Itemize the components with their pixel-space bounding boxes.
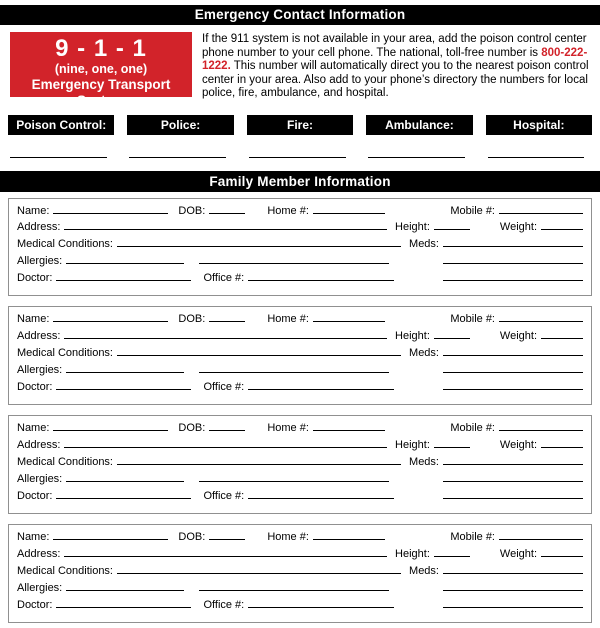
dob-fill-line (209, 213, 245, 214)
weight-fill-line (541, 229, 583, 230)
dob-label: DOB: (178, 422, 206, 435)
doctor-label: Doctor: (17, 489, 53, 502)
mobile-phone-label: Mobile #: (450, 422, 495, 435)
weight-label: Weight: (499, 221, 537, 234)
allergies-label: Allergies: (17, 363, 63, 376)
poison-control-fill-line (10, 157, 107, 158)
weight-label: Weight: (499, 330, 537, 343)
911-emergency-box (10, 32, 192, 108)
meds-fill-line (443, 464, 583, 465)
meds-fill-line (443, 355, 583, 356)
911-words: (nine, one, one) (54, 62, 148, 76)
name-fill-line (53, 539, 168, 540)
form-row-doctor-office (17, 599, 583, 616)
doctor-label: Doctor: (17, 598, 53, 611)
home-phone-fill-line (313, 213, 385, 214)
allergies-label: Allergies: (17, 581, 63, 594)
medical-conditions-fill-line (117, 355, 401, 356)
medical-conditions-fill-line (117, 246, 401, 247)
meds-label: Meds: (409, 238, 439, 251)
height-fill-line (434, 447, 470, 448)
fire-fill-line (249, 157, 346, 158)
home-phone-label: Home #: (267, 313, 309, 326)
allergies-fill-line (66, 263, 184, 264)
home-phone-fill-line (313, 430, 385, 431)
meds-extra-fill-line (443, 389, 583, 390)
form-row-allergies (17, 582, 583, 599)
meds-extra-fill-line (443, 607, 583, 608)
medical-conditions-fill-line (117, 573, 401, 574)
weight-fill-line (541, 447, 583, 448)
form-row-medical-meds (17, 565, 583, 582)
meds-extra-fill-line (443, 263, 583, 264)
contact-label-police: Police: (127, 115, 233, 135)
allergies-label: Allergies: (17, 472, 63, 485)
home-phone-label: Home #: (267, 531, 309, 544)
doctor-fill-line (56, 280, 191, 281)
intro-text-before: If the 911 system is not available in your area, add the poison control center phone number to your cell phone. The national, toll-free number is (202, 33, 587, 59)
mobile-phone-fill-line (499, 321, 583, 322)
intro-section (10, 32, 591, 108)
form-row-address-height-weight (17, 439, 583, 456)
address-label: Address: (17, 439, 61, 452)
meds-extra-fill-line (443, 590, 583, 591)
mobile-phone-fill-line (499, 213, 583, 214)
form-row-doctor-office (17, 381, 583, 398)
poison-control-phone: 800-222-1222. (202, 46, 588, 72)
meds-label: Meds: (409, 456, 439, 469)
form-row-medical-meds (17, 456, 583, 473)
weight-label: Weight: (499, 439, 537, 452)
height-label: Height: (395, 548, 430, 561)
name-label: Name: (17, 422, 50, 435)
dob-label: DOB: (178, 313, 206, 326)
name-fill-line (53, 213, 168, 214)
family-member-block (8, 415, 592, 514)
allergies-extra-fill-line (199, 372, 389, 373)
home-phone-fill-line (313, 321, 385, 322)
form-row-name-dob-phones (17, 205, 583, 222)
meds-label: Meds: (409, 565, 439, 578)
address-label: Address: (17, 221, 61, 234)
meds-extra-fill-line (443, 498, 583, 499)
height-label: Height: (395, 221, 430, 234)
office-phone-label: Office #: (203, 271, 245, 284)
height-fill-line (434, 229, 470, 230)
mobile-phone-label: Mobile #: (450, 204, 495, 217)
form-row-name-dob-phones (17, 531, 583, 548)
doctor-fill-line (56, 498, 191, 499)
meds-extra-fill-line (443, 372, 583, 373)
name-label: Name: (17, 313, 50, 326)
allergies-extra-fill-line (199, 481, 389, 482)
intro-text-after: This number will automatically direct you to the nearest poison control center in your area. Also add to your phone’s directory the numbers for local police, fire, ambulance, and hospital. (202, 60, 589, 99)
medical-conditions-label: Medical Conditions: (17, 565, 113, 578)
meds-extra-fill-line (443, 481, 583, 482)
name-fill-line (53, 430, 168, 431)
mobile-phone-label: Mobile #: (450, 313, 495, 326)
height-label: Height: (395, 439, 430, 452)
allergies-fill-line (66, 590, 184, 591)
dob-fill-line (209, 321, 245, 322)
address-fill-line (64, 556, 387, 557)
weight-label: Weight: (499, 548, 537, 561)
weight-fill-line (541, 338, 583, 339)
address-fill-line (64, 447, 387, 448)
form-row-name-dob-phones (17, 422, 583, 439)
family-member-header: Family Member Information (0, 171, 600, 192)
intro-paragraph (202, 32, 591, 101)
address-label: Address: (17, 330, 61, 343)
mobile-phone-label: Mobile #: (450, 531, 495, 544)
office-phone-fill-line (248, 498, 394, 499)
contact-fill-line-row (8, 157, 592, 159)
contact-label-hospital: Hospital: (486, 115, 592, 135)
dob-label: DOB: (178, 204, 206, 217)
allergies-extra-fill-line (199, 590, 389, 591)
office-phone-label: Office #: (203, 489, 245, 502)
form-row-doctor-office (17, 272, 583, 289)
family-member-block (8, 198, 592, 297)
home-phone-label: Home #: (267, 422, 309, 435)
meds-fill-line (443, 573, 583, 574)
meds-label: Meds: (409, 347, 439, 360)
form-row-medical-meds (17, 238, 583, 255)
meds-extra-fill-line (443, 280, 583, 281)
allergies-fill-line (66, 372, 184, 373)
address-label: Address: (17, 548, 61, 561)
medical-conditions-label: Medical Conditions: (17, 456, 113, 469)
dob-fill-line (209, 539, 245, 540)
address-fill-line (64, 229, 387, 230)
contact-label-poison-control: Poison Control: (8, 115, 114, 135)
dob-label: DOB: (178, 531, 206, 544)
doctor-label: Doctor: (17, 271, 53, 284)
height-fill-line (434, 338, 470, 339)
form-row-name-dob-phones (17, 313, 583, 330)
mobile-phone-fill-line (499, 539, 583, 540)
allergies-fill-line (66, 481, 184, 482)
dob-fill-line (209, 430, 245, 431)
medical-conditions-label: Medical Conditions: (17, 238, 113, 251)
doctor-fill-line (56, 389, 191, 390)
home-phone-fill-line (313, 539, 385, 540)
ambulance-fill-line (368, 157, 465, 158)
name-label: Name: (17, 531, 50, 544)
form-row-address-height-weight (17, 330, 583, 347)
office-phone-fill-line (248, 389, 394, 390)
police-fill-line (129, 157, 226, 158)
office-phone-fill-line (248, 280, 394, 281)
contact-label-row (8, 115, 592, 135)
medical-conditions-label: Medical Conditions: (17, 347, 113, 360)
contact-label-fire: Fire: (247, 115, 353, 135)
contact-label-ambulance: Ambulance: (366, 115, 472, 135)
office-phone-label: Office #: (203, 380, 245, 393)
form-row-address-height-weight (17, 221, 583, 238)
form-row-allergies (17, 255, 583, 272)
office-phone-label: Office #: (203, 598, 245, 611)
emergency-contact-header: Emergency Contact Information (0, 5, 600, 25)
form-row-allergies (17, 364, 583, 381)
form-row-address-height-weight (17, 548, 583, 565)
family-member-block (8, 306, 592, 405)
weight-fill-line (541, 556, 583, 557)
doctor-label: Doctor: (17, 380, 53, 393)
name-label: Name: (17, 204, 50, 217)
hospital-fill-line (488, 157, 585, 158)
address-fill-line (64, 338, 387, 339)
allergies-extra-fill-line (199, 263, 389, 264)
allergies-label: Allergies: (17, 254, 63, 267)
911-system-label: Emergency Transport System (31, 77, 171, 108)
height-label: Height: (395, 330, 430, 343)
height-fill-line (434, 556, 470, 557)
office-phone-fill-line (248, 607, 394, 608)
form-row-doctor-office (17, 490, 583, 507)
family-member-block (8, 524, 592, 623)
doctor-fill-line (56, 607, 191, 608)
911-number: 9 - 1 - 1 (55, 35, 147, 62)
medical-conditions-fill-line (117, 464, 401, 465)
name-fill-line (53, 321, 168, 322)
meds-fill-line (443, 246, 583, 247)
form-row-medical-meds (17, 347, 583, 364)
form-row-allergies (17, 473, 583, 490)
home-phone-label: Home #: (267, 204, 309, 217)
mobile-phone-fill-line (499, 430, 583, 431)
